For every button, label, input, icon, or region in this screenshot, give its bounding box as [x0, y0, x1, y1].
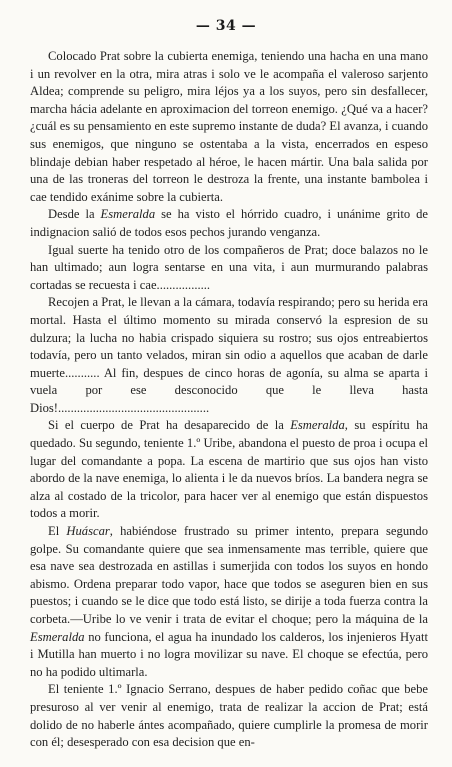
- text-run: , habiéndose frustrado su primer intento, prepara segundo golpe. Su comandante quiere que sea inmensamente mas terrible, quiere que esa nave sea destrozada en astillas i sumerjida con todos los suyos en hondo abismo. Ordena preparar todo vapor, hace que todos se aseguren bien en sus puestos; i cuando se le dice que todo está listo, se dirije a toda fuerza contra la corbeta.—Uribe lo ve venir i trata de evitar el choque; pero la máquina de la: [30, 524, 429, 626]
- italic-text: Huáscar: [66, 524, 110, 539]
- paragraph: [30, 242, 428, 295]
- italic-text: Esmeralda: [100, 207, 156, 222]
- paragraph: [30, 48, 428, 206]
- text-run: , su espíritu ha quedado. Su segundo, teniente 1.º Uribe, abandona el puesto de proa i ocupa el lugar del comandante a popa. La escena de martirio que sus ojos han visto abordo de la nave enemiga, lo alienta i le da nuevos bríos. La bandera negra se alza al costado de la tricolor, para hacer ver al enemigo que están dispuestos todos a morir.: [30, 418, 428, 521]
- paragraph: [30, 206, 428, 241]
- paragraph: [30, 523, 428, 681]
- text-run: Si el cuerpo de Prat ha desaparecido de la: [48, 418, 291, 433]
- paragraph: [30, 681, 428, 751]
- text-run: Colocado Prat sobre la cubierta enemiga, teniendo una hacha en una mano i un revolver en la otra, mira atras i solo ve le acompaña el valeroso sarjento Aldea; comprende su peligro, mira léjos ya a los suyos, pero sin desfallecer, marcha hácia adelante en aproximacion del torreon enemigo. ¿Qué va a hacer? ¿cuál es su pensamiento en este supremo instante de duda? El avanza, i cuando sus enemigos, que ninguno se ostentaba a la vista, encerrados en espeso blindaje debian haber respetado al héroe, le hacen mártir. Una bala salida por una de las troneras del torreon le destroza la frente, una instante bambolea i cae tendido exánime sobre la cubierta.: [30, 49, 428, 204]
- text-run: Igual suerte ha tenido otro de los compañeros de Prat; doce balazos no le han ultimado; aun logra sentarse en una vita, i aun murmurando palabras cortadas se recuesta i cae.................: [30, 242, 428, 292]
- text-run: Desde la: [48, 207, 101, 222]
- text-run: El teniente 1.º Ignacio Serrano, despues de haber pedido coñac que bebe presuroso al ver venir al enemigo, trata de realizar la accion de Prat; está dolido de no haberle ántes acompañado, quiere cumplirle la promesa de morir con él; desesperado con esa decision que en-: [30, 682, 428, 750]
- italic-text: Esmeralda: [290, 418, 345, 433]
- text-run: Recojen a Prat, le llevan a la cámara, todavía respirando; pero su herida era mortal. Hasta el último momento su mirada conservó la espresion de su dulzura; la lucha no habia crispado siquiera su rostro; sus ojos entreabiertos todavía, pero un tanto velados, miran sin odio a aquellos que acaban de darle muerte........... Al fin, despues de cinco horas de agonía, su alma se aparta i vuela por ese desconocido que le lleva hasta Dios!................................................: [30, 295, 428, 415]
- paragraph: [30, 294, 428, 417]
- text-run: El: [48, 524, 67, 539]
- text-run: se ha visto el hórrido cuadro, i unánime grito de indignacion salió de todos esos pechos jurando venganza.: [30, 207, 429, 239]
- paragraph: [30, 417, 428, 523]
- body-text: [30, 48, 428, 752]
- page-number: — 34 —: [195, 18, 257, 34]
- text-run: no funciona, el agua ha inundado los calderos, los injenieros Hyatt i Mutilla han muerto i no logra movilizar su nave. El choque se efectúa, pero no ha podido ultimarla.: [30, 629, 428, 679]
- italic-text: Esmeralda: [30, 629, 85, 644]
